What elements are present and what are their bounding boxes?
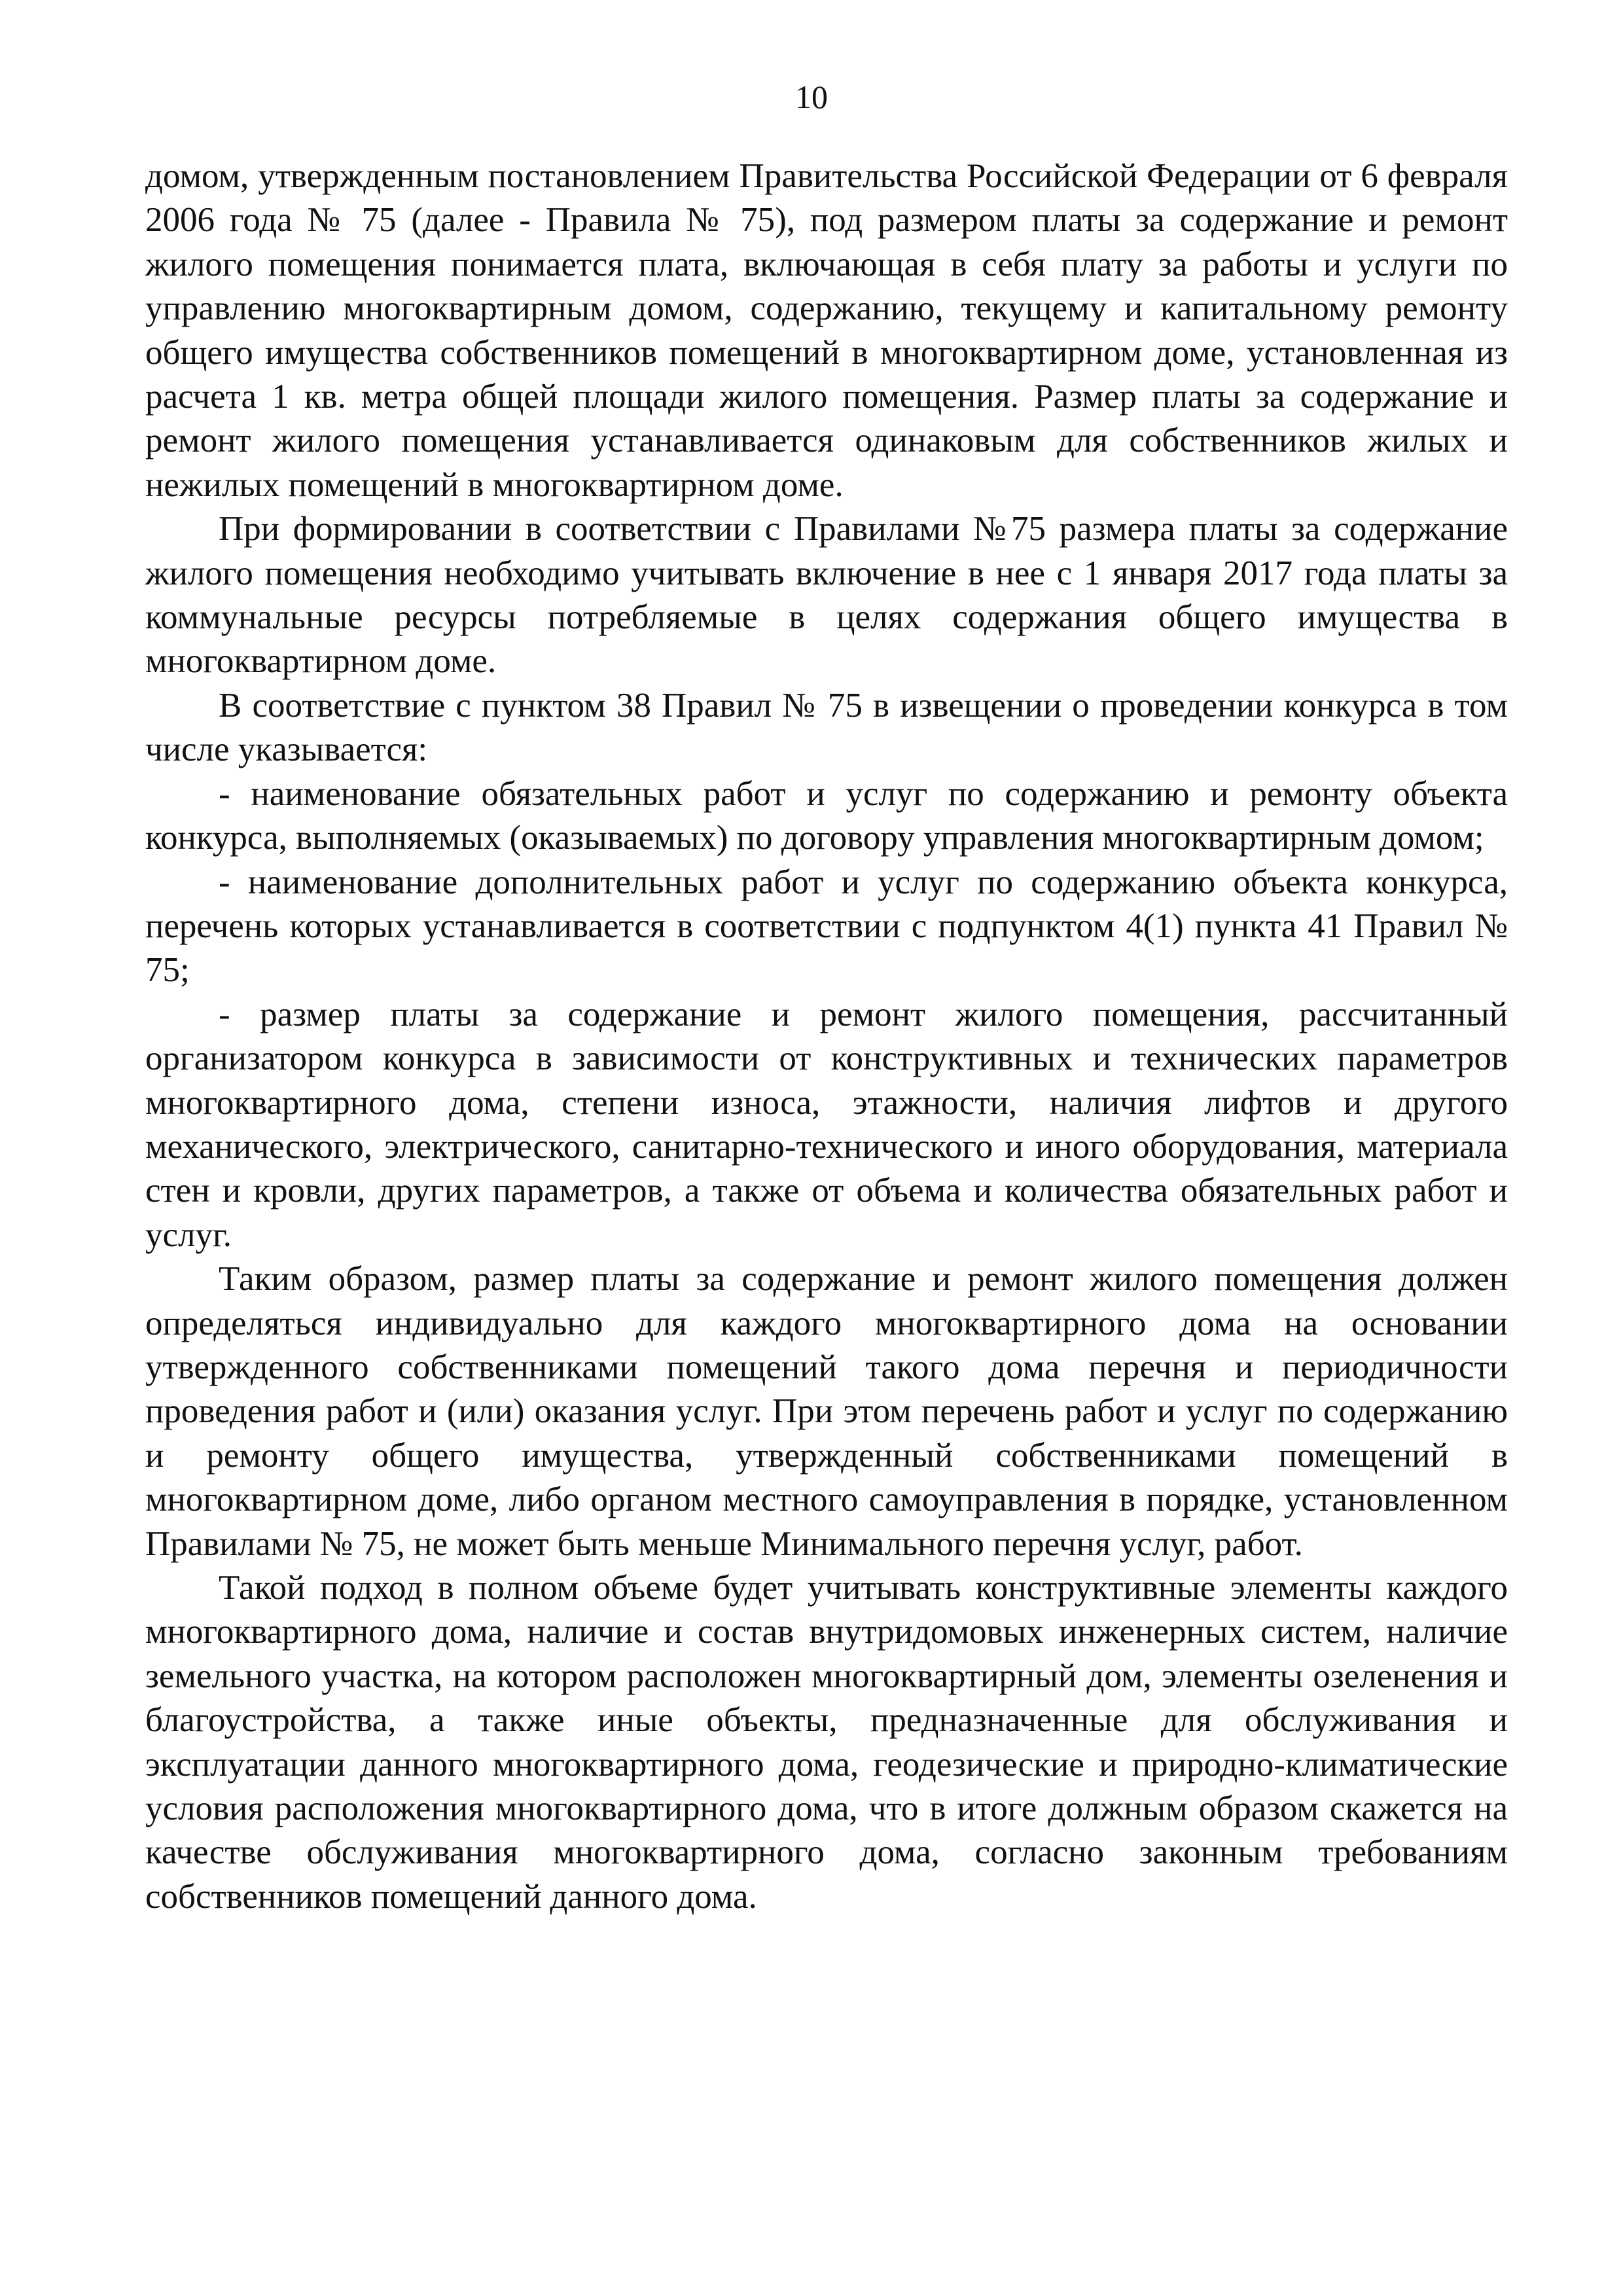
paragraph-approach: Такой подход в полном объеме будет учитывать конструктивные элементы каждого многоквартирного дома, наличие и состав внутридомовых инженерных систем, наличие земельного участка, на котором расположен многоквартирный дом, элементы озеленения и благоустройства, а также иные объекты, предназначенные для обслуживания и эксплуатации данного многоквартирного дома, геодезические и природно-климатические условия расположения многоквартирного дома, что в итоге должным образом скажется на качестве обслуживания многоквартирного дома, согласно законным требованиям собственников помещений данного дома. xyxy=(145,1569,1508,1916)
paragraph-clause-38: В соответствие с пунктом 38 Правил № 75 в извещении о проведении конкурса в том числе указывается: xyxy=(145,686,1508,769)
list-item-additional-works: - наименование дополнительных работ и услуг по содержанию объекта конкурса, перечень которых устанавливается в соответствии с подпунктом 4(1) пункта 41 Правил № 75; xyxy=(145,863,1508,990)
paragraph-formation-rules: При формировании в соответствии с Правилами №75 размера платы за содержание жилого помещения необходимо учитывать включение в нее с 1 января 2017 года платы за коммунальные ресурсы потребляемые в целях содержания общего имущества в многоквартирном доме. xyxy=(145,510,1508,681)
list-item-fee-size: - размер платы за содержание и ремонт жилого помещения, рассчитанный организатором конкурса в зависимости от конструктивных и технических параметров многоквартирного дома, степени износа, этажности, наличия лифтов и другого механического, электрического, санитарно-технического и иного оборудования, материала стен и кровли, других параметров, а также от объема и количества обязательных работ и услуг. xyxy=(145,995,1508,1254)
list-item-mandatory-works: - наименование обязательных работ и услуг по содержанию и ремонту объекта конкурса, выполняемых (оказываемых) по договору управления многоквартирным домом; xyxy=(145,774,1508,857)
document-body xyxy=(145,154,1508,1919)
page-number: 10 xyxy=(795,79,828,115)
paragraph-conclusion: Таким образом, размер платы за содержание и ремонт жилого помещения должен определяться индивидуально для каждого многоквартирного дома на основании утвержденного собственниками помещений такого дома перечня и периодичности проведения работ и (или) оказания услуг. При этом перечень работ и услуг по содержанию и ремонту общего имущества, утвержденный собственниками помещений в многоквартирном доме, либо органом местного самоуправления в порядке, установленном Правилами № 75, не может быть меньше Минимального перечня услуг, работ. xyxy=(145,1260,1508,1563)
paragraph-continuation: домом, утвержденным постановлением Правительства Российской Федерации от 6 февраля 2006 года № 75 (далее - Правила № 75), под размером платы за содержание и ремонт жилого помещения понимается плата, включающая в себя плату за работы и услуги по управлению многоквартирным домом, содержанию, текущему и капитальному ремонту общего имущества собственников помещений в многоквартирном доме, установленная из расчета 1 кв. метра общей площади жилого помещения. Размер платы за содержание и ремонт жилого помещения устанавливается одинаковым для собственников жилых и нежилых помещений в многоквартирном доме. xyxy=(145,157,1508,504)
